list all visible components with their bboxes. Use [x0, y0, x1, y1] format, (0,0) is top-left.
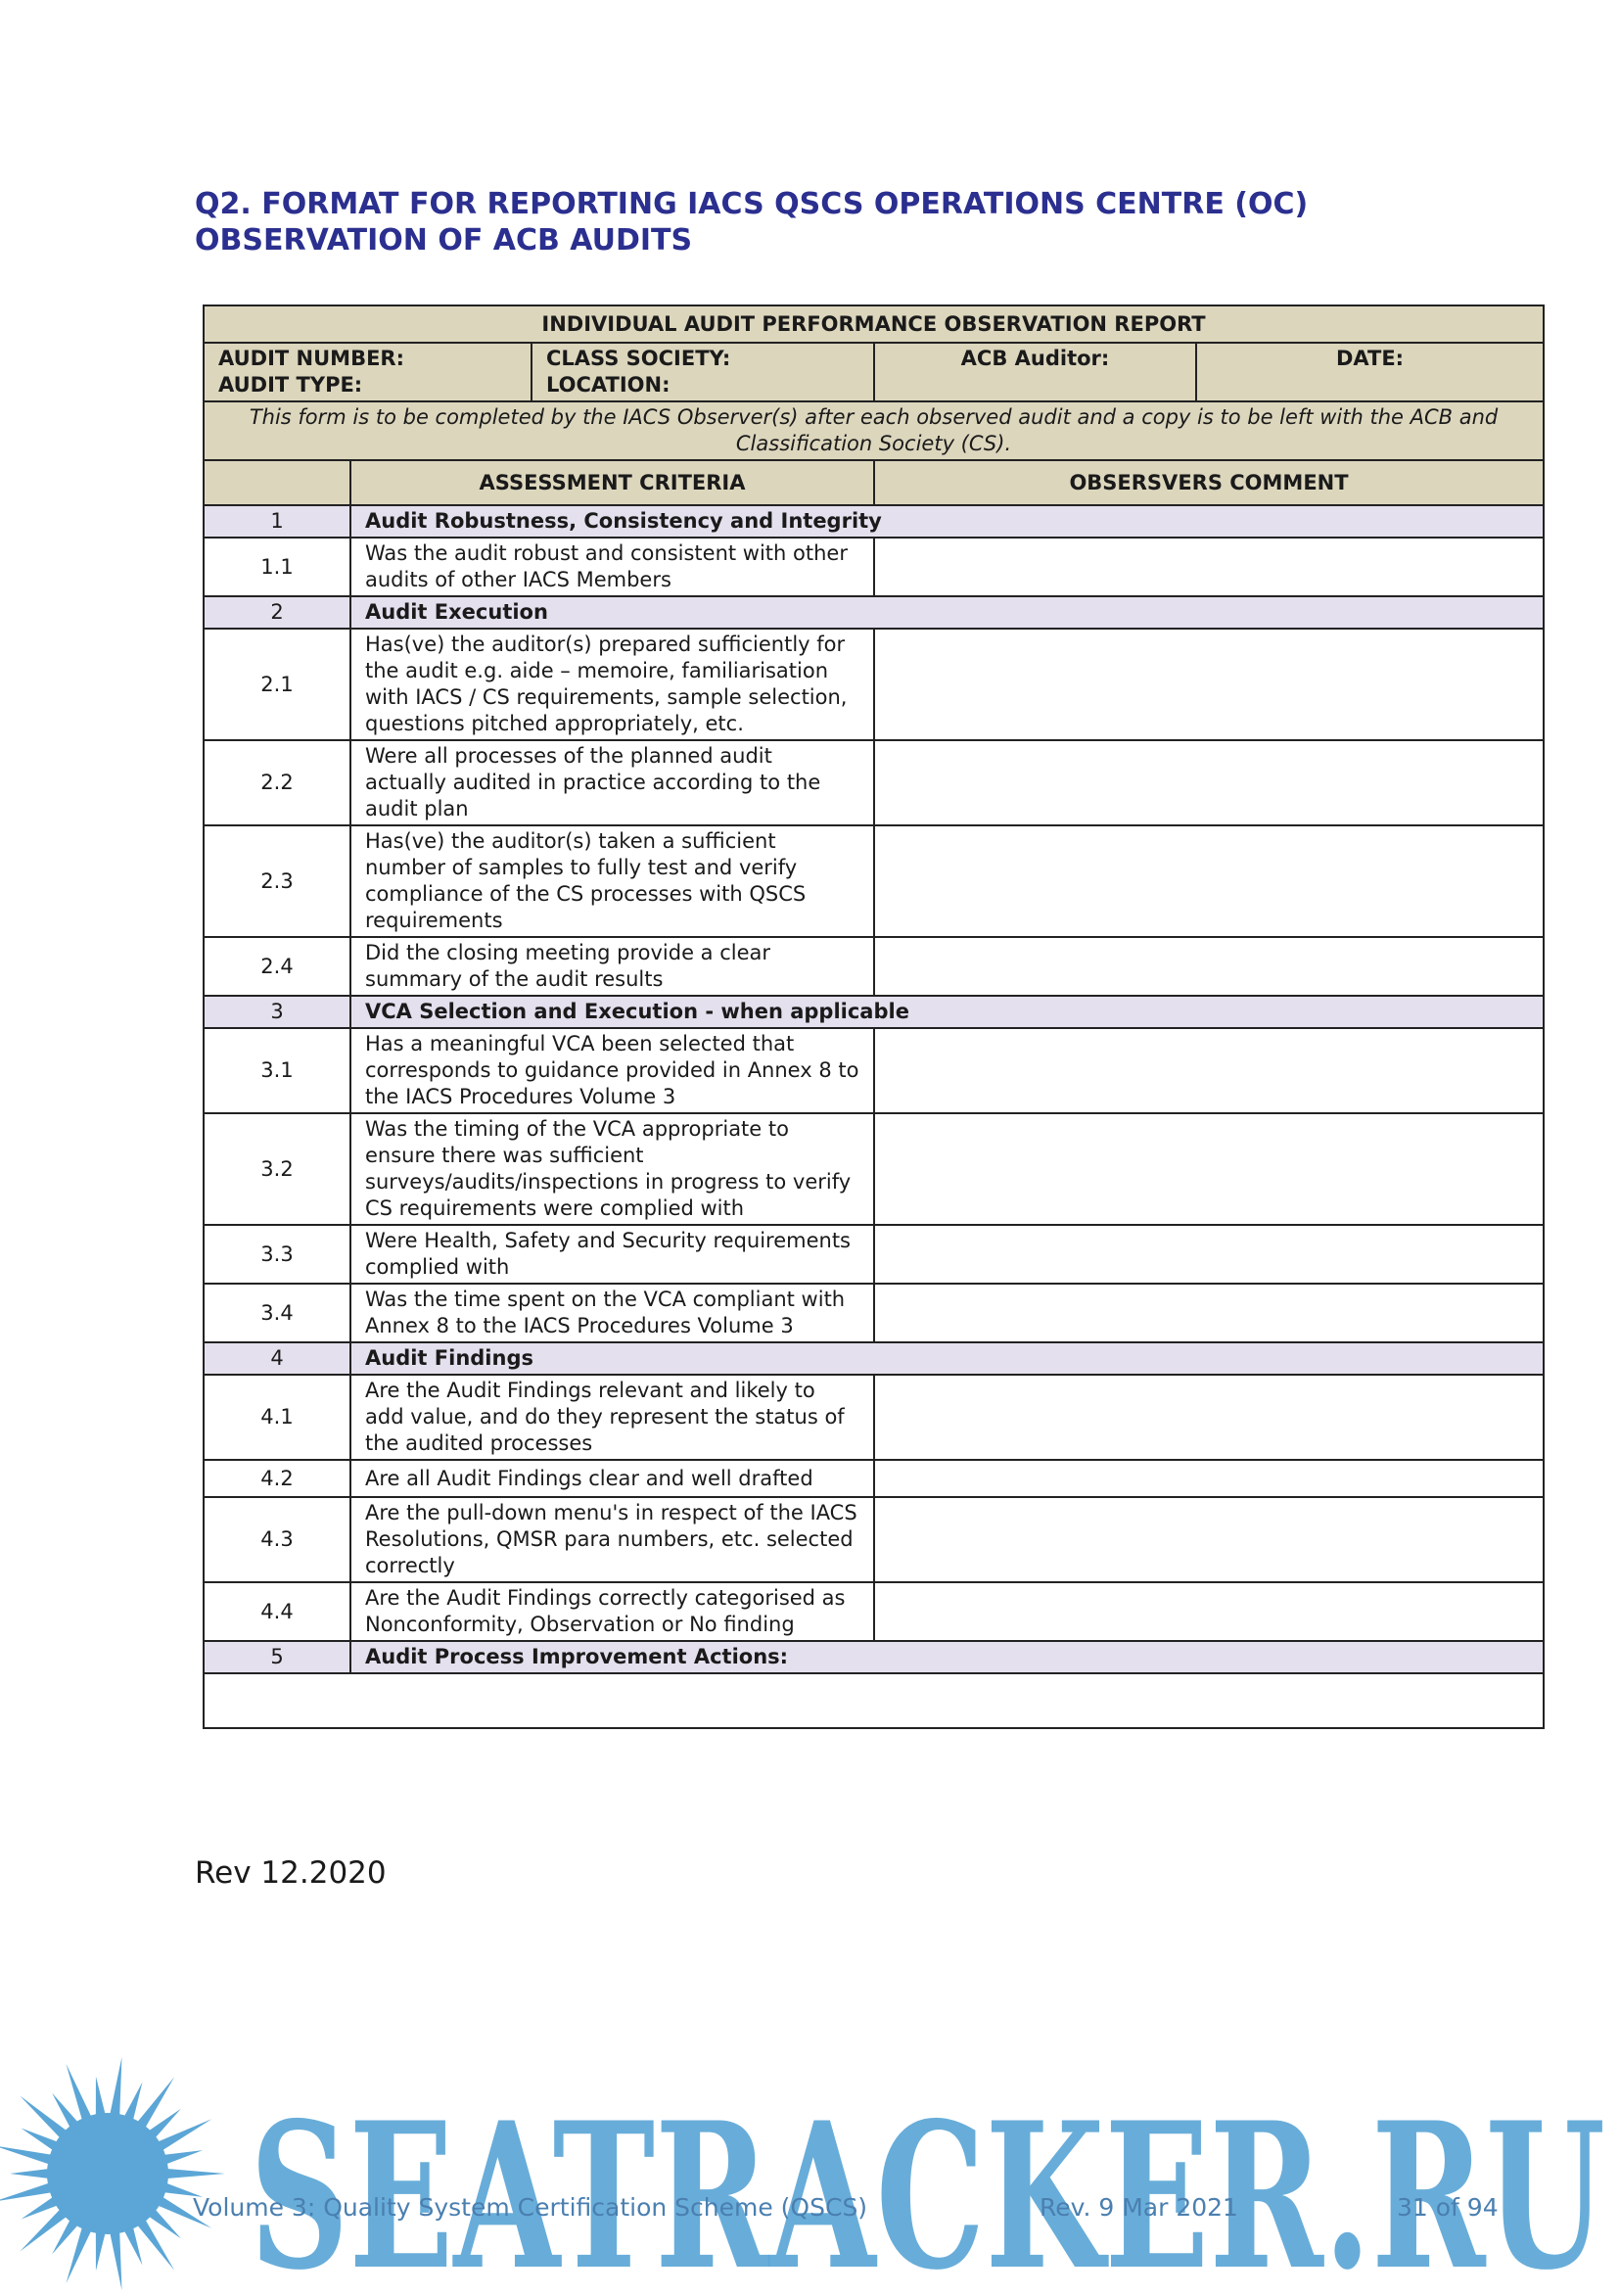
audit-type-label: AUDIT TYPE: [218, 373, 363, 397]
criteria-number: 3.4 [204, 1284, 350, 1342]
observer-comment-field[interactable] [874, 538, 1544, 596]
section-number: 5 [204, 1641, 350, 1673]
comment-column-header: OBSERSVERS COMMENT [874, 460, 1544, 505]
revision-note: Rev 12.2020 [195, 1855, 387, 1891]
footer-page-number: 31 of 94 [1397, 2193, 1499, 2222]
page-heading [195, 186, 1467, 258]
criteria-row [204, 629, 1544, 740]
section-title: Audit Execution [350, 596, 1544, 629]
acb-auditor-label: ACB Auditor: [874, 343, 1196, 401]
section-row [204, 505, 1544, 538]
sun-ray [10, 2169, 51, 2179]
column-header-row [204, 460, 1544, 505]
section-number: 3 [204, 996, 350, 1028]
criteria-row [204, 1113, 1544, 1225]
sun-ray [110, 2057, 122, 2118]
report-meta-row [204, 343, 1544, 401]
observer-comment-field[interactable] [874, 629, 1544, 740]
criteria-text: Are all Audit Findings clear and well drafted [350, 1460, 874, 1497]
criteria-number: 2.2 [204, 740, 350, 825]
sun-ray [0, 2182, 54, 2202]
criteria-row [204, 1284, 1544, 1342]
criteria-text: Was the timing of the VCA appropriate to ensure there was sufficient surveys/audits/inspections in progress to verify CS requirements were complied with [350, 1113, 874, 1225]
criteria-text: Are the Audit Findings relevant and likely to add value, and do they represent the status of the audited processes [350, 1375, 874, 1460]
page-footer [193, 2193, 1514, 2232]
observer-comment-field[interactable] [874, 937, 1544, 996]
criteria-text: Has a meaningful VCA been selected that corresponds to guidance provided in Annex 8 to the IACS Procedures Volume 3 [350, 1028, 874, 1113]
sun-logo-icon [0, 2051, 245, 2296]
improvement-actions-input[interactable] [204, 1673, 1544, 1728]
footer-revision: Rev. 9 Mar 2021 [1040, 2193, 1238, 2222]
observer-comment-field[interactable] [874, 1113, 1544, 1225]
observer-comment-field[interactable] [874, 1460, 1544, 1497]
sun-ray [110, 2229, 122, 2290]
section-row [204, 596, 1544, 629]
sun-ray [164, 2169, 225, 2179]
criteria-number: 3.1 [204, 1028, 350, 1113]
section-title: Audit Findings [350, 1342, 1544, 1375]
criteria-number: 4.4 [204, 1582, 350, 1641]
improvement-actions-field[interactable] [204, 1673, 1544, 1728]
criteria-text: Were all processes of the planned audit actually audited in practice according to the audit plan [350, 740, 874, 825]
criteria-row [204, 1375, 1544, 1460]
sun-ray [162, 2150, 203, 2165]
criteria-row [204, 1028, 1544, 1113]
criteria-row [204, 740, 1544, 825]
sun-ray [96, 2077, 106, 2119]
criteria-number: 1.1 [204, 538, 350, 596]
criteria-number: 4.2 [204, 1460, 350, 1497]
criteria-row [204, 1225, 1544, 1284]
location-label: LOCATION: [546, 373, 671, 397]
criteria-row [204, 538, 1544, 596]
sun-ray [96, 2229, 106, 2272]
report-title-row [204, 305, 1544, 343]
criteria-text: Has(ve) the auditor(s) taken a sufficient number of samples to fully test and verify compliance of the CS processes with QSCS requirements [350, 825, 874, 937]
observer-comment-field[interactable] [874, 1375, 1544, 1460]
criteria-number: 4.3 [204, 1497, 350, 1582]
criteria-text: Has(ve) the auditor(s) prepared sufficiently for the audit e.g. aide – memoire, familiarisation with IACS / CS requirements, sample selection, questions pitched appropriately, etc. [350, 629, 874, 740]
heading-line-2: OBSERVATION OF ACB AUDITS [195, 223, 693, 258]
criteria-row [204, 825, 1544, 937]
observer-comment-field[interactable] [874, 1284, 1544, 1342]
sun-ray [0, 2145, 54, 2165]
section-row [204, 1342, 1544, 1375]
criteria-text: Was the audit robust and consistent with other audits of other IACS Members [350, 538, 874, 596]
observer-comment-field[interactable] [874, 1582, 1544, 1641]
date-label: DATE: [1196, 343, 1544, 401]
criteria-number: 2.3 [204, 825, 350, 937]
audit-number-label: AUDIT NUMBER: [218, 347, 404, 370]
class-society-cell [532, 343, 874, 401]
criteria-text: Are the Audit Findings correctly categorised as Nonconformity, Observation or No finding [350, 1582, 874, 1641]
sun-ray [20, 2207, 69, 2251]
criteria-row [204, 937, 1544, 996]
observer-comment-field[interactable] [874, 1225, 1544, 1284]
observer-comment-field[interactable] [874, 740, 1544, 825]
class-society-label: CLASS SOCIETY: [546, 347, 731, 370]
criteria-text: Are the pull-down menu's in respect of the IACS Resolutions, QMSR para numbers, etc. selected correctly [350, 1497, 874, 1582]
section-row [204, 996, 1544, 1028]
criteria-number: 2.1 [204, 629, 350, 740]
instruction-text: This form is to be completed by the IACS Observer(s) after each observed audit and a copy is to be left with the ACB and Classification Society (CS). [204, 401, 1544, 460]
watermark-logo [250, 2085, 1610, 2291]
section-title: Audit Robustness, Consistency and Integrity [350, 505, 1544, 538]
criteria-row [204, 1497, 1544, 1582]
criteria-row [204, 1582, 1544, 1641]
report-title: INDIVIDUAL AUDIT PERFORMANCE OBSERVATION REPORT [204, 305, 1544, 343]
criteria-text: Did the closing meeting provide a clear summary of the audit results [350, 937, 874, 996]
section-number: 4 [204, 1342, 350, 1375]
criteria-number: 4.1 [204, 1375, 350, 1460]
criteria-column-header: ASSESSMENT CRITERIA [350, 460, 874, 505]
criteria-row [204, 1460, 1544, 1497]
section-title: VCA Selection and Execution - when applicable [350, 996, 1544, 1028]
section-number: 1 [204, 505, 350, 538]
section-row [204, 1641, 1544, 1673]
criteria-number: 2.4 [204, 937, 350, 996]
section-title: Audit Process Improvement Actions: [350, 1641, 1544, 1673]
observer-comment-field[interactable] [874, 1028, 1544, 1113]
heading-line-1: Q2. FORMAT FOR REPORTING IACS QSCS OPERATIONS CENTRE (OC) [195, 187, 1309, 221]
criteria-number: 3.2 [204, 1113, 350, 1225]
number-column-header [204, 460, 350, 505]
observer-comment-field[interactable] [874, 1497, 1544, 1582]
criteria-text: Was the time spent on the VCA compliant with Annex 8 to the IACS Procedures Volume 3 [350, 1284, 874, 1342]
sun-ray [20, 2095, 69, 2139]
footer-volume: Volume 3: Quality System Certification Scheme (QSCS) [193, 2193, 868, 2222]
criteria-text: Were Health, Safety and Security requirements complied with [350, 1225, 874, 1284]
observer-comment-field[interactable] [874, 825, 1544, 937]
instruction-row [204, 401, 1544, 460]
audit-number-cell [204, 343, 532, 401]
watermark-text: SEATRACKER.RU [250, 2085, 1605, 2291]
section-number: 2 [204, 596, 350, 629]
criteria-number: 3.3 [204, 1225, 350, 1284]
observation-report-table [203, 305, 1545, 1729]
